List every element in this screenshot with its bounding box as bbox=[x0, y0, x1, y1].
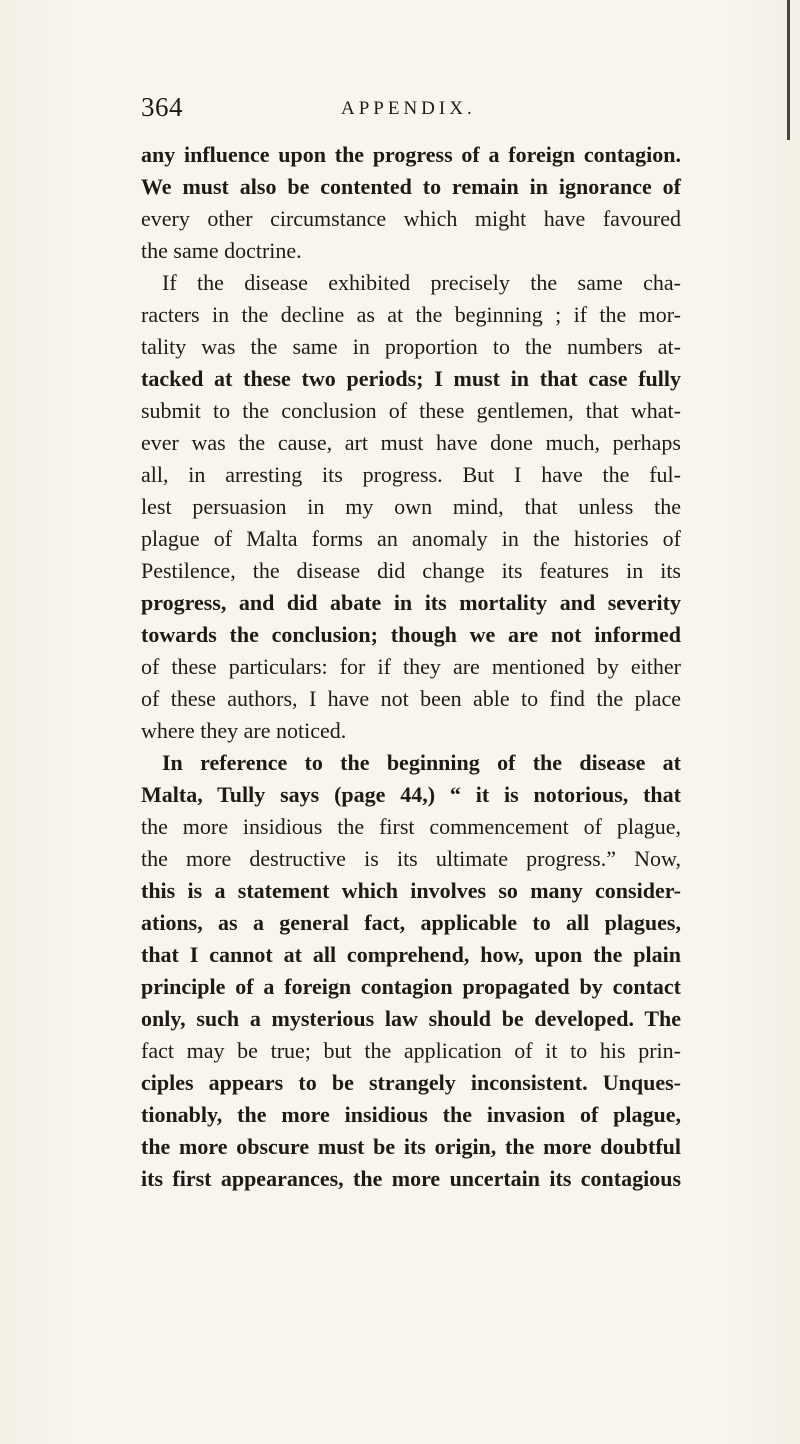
text-line: all, in arresting its progress. But I have the ful- bbox=[141, 462, 681, 487]
text-line: of these particulars: for if they are mentioned by either bbox=[141, 654, 681, 679]
text-line: only, such a mysterious law should be developed. The bbox=[141, 1006, 681, 1031]
text-line: principle of a foreign contagion propagated by contact bbox=[141, 974, 681, 999]
text-line: ciples appears to be strangely inconsistent. Unques- bbox=[141, 1070, 681, 1095]
body-text bbox=[141, 139, 681, 1195]
text-line: tality was the same in proportion to the numbers at- bbox=[141, 334, 681, 359]
text-line: the more insidious the first commencement of plague, bbox=[141, 814, 681, 839]
text-line: progress, and did abate in its mortality and severity bbox=[141, 590, 681, 615]
text-line: that I cannot at all comprehend, how, upon the plain bbox=[141, 942, 681, 967]
text-line: If the disease exhibited precisely the same cha- bbox=[162, 270, 681, 295]
text-line: the more obscure must be its origin, the more doubtful bbox=[141, 1134, 681, 1159]
text-line: its first appearances, the more uncertain its contagious bbox=[141, 1166, 681, 1191]
text-line: every other circumstance which might have favoured bbox=[141, 206, 681, 231]
text-line: In reference to the beginning of the disease at bbox=[162, 750, 681, 775]
text-line: where they are noticed. bbox=[141, 718, 347, 743]
page-edge-line bbox=[787, 0, 790, 140]
text-line: lest persuasion in my own mind, that unless the bbox=[141, 494, 681, 519]
text-line: this is a statement which involves so many consider- bbox=[141, 878, 681, 903]
text-line: the more destructive is its ultimate progress.” Now, bbox=[141, 846, 681, 871]
text-line: Pestilence, the disease did change its features in its bbox=[141, 558, 681, 583]
text-line: racters in the decline as at the beginning ; if the mor- bbox=[141, 302, 681, 327]
text-line: plague of Malta forms an anomaly in the histories of bbox=[141, 526, 681, 551]
text-line: We must also be contented to remain in ignorance of bbox=[141, 174, 681, 199]
text-line: any influence upon the progress of a foreign contagion. bbox=[141, 142, 681, 167]
running-head: APPENDIX. bbox=[341, 98, 476, 119]
text-line: Malta, Tully says (page 44,) “ it is notorious, that bbox=[141, 782, 681, 807]
text-line: ations, as a general fact, applicable to all plagues, bbox=[141, 910, 681, 935]
text-line: the same doctrine. bbox=[141, 238, 302, 263]
text-line: ever was the cause, art must have done much, perhaps bbox=[141, 430, 681, 455]
text-line: towards the conclusion; though we are not informed bbox=[141, 622, 681, 647]
text-line: fact may be true; but the application of it to his prin- bbox=[141, 1038, 681, 1063]
text-line: submit to the conclusion of these gentlemen, that what- bbox=[141, 398, 681, 423]
page-number: 364 bbox=[141, 92, 183, 122]
text-line: of these authors, I have not been able to find the place bbox=[141, 686, 681, 711]
page-header bbox=[141, 92, 681, 126]
text-line: tacked at these two periods; I must in that case fully bbox=[141, 366, 681, 391]
text-line: tionably, the more insidious the invasion of plague, bbox=[141, 1102, 681, 1127]
